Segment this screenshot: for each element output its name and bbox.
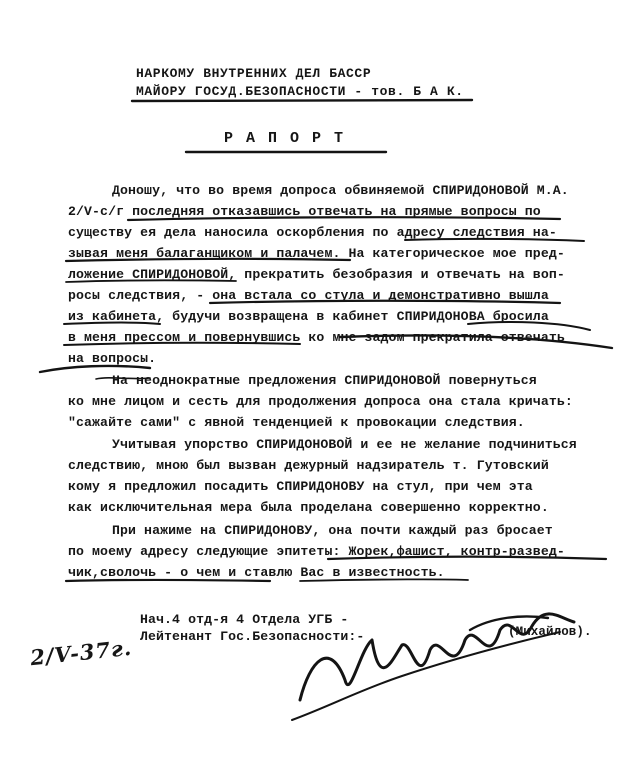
signature-position: Нач.4 отд-я 4 Отдела УГБ - (140, 612, 349, 627)
body-line: ко мне лицом и сесть для продолжения допроса она стала кричать: (68, 394, 573, 409)
body-line: следствию, мною был вызван дежурный надзиратель т. Гутовский (68, 458, 549, 473)
body-line: по моему адресу следующие эпитеты: Жорек,фашист, контр-развед- (68, 544, 565, 559)
signature-name: (Михайлов). (508, 625, 592, 639)
body-line: ложение СПИРИДОНОВОЙ, прекратить безобразия и отвечать на воп- (68, 267, 565, 282)
body-line: в меня прессом и повернувшись ко мне задом прекратила отвечать (68, 330, 565, 345)
body-line: Доношу, что во время допроса обвиняемой СПИРИДОНОВОЙ М.А. (112, 183, 569, 198)
signature-scrawl (292, 632, 560, 720)
handwritten-date: 2/V-37г. (28, 634, 134, 671)
body-line: 2/V-с/г последняя отказавшись отвечать на прямые вопросы по (68, 204, 541, 219)
body-line: На неоднократные предложения СПИРИДОНОВОЙ повернуться (112, 373, 537, 388)
body-line: зывая меня балаганщиком и палачем. На категорическое мое пред- (68, 246, 565, 261)
signature-rank: Лейтенант Гос.Безопасности:- (140, 629, 365, 644)
body-line: кому я предложил посадить СПИРИДОНОВУ на стул, при чем эта (68, 479, 533, 494)
addressee-line-2: МАЙОРУ ГОСУД.БЕЗОПАСНОСТИ - тов. Б А К. (136, 84, 464, 99)
body-line: как исключительная мера была проделана совершенно корректно. (68, 500, 549, 515)
body-line: существу ея дела наносила оскорбления по адресу следствия на- (68, 225, 557, 240)
body-line: росы следствия, - она встала со стула и демонстративно вышла (68, 288, 549, 303)
body-line: "сажайте сами" с явной тенденцией к провокации следствия. (68, 415, 525, 430)
body-line: на вопросы. (68, 351, 157, 366)
body-line: Учитывая упорство СПИРИДОНОВОЙ и ее не желание подчиниться (112, 437, 577, 452)
body-line: из кабинета, будучи возвращена в кабинет СПИРИДОНОВА бросила (68, 309, 549, 324)
body-line: чик,сволочь - о чем и ставлю Вас в известность. (68, 565, 445, 580)
header-underline (132, 100, 472, 101)
document-title: РАПОРТ (224, 130, 357, 147)
body-line: При нажиме на СПИРИДОНОВУ, она почти каждый раз бросает (112, 523, 553, 538)
addressee-line-1: НАРКОМУ ВНУТРЕННИХ ДЕЛ БАССР (136, 66, 372, 81)
